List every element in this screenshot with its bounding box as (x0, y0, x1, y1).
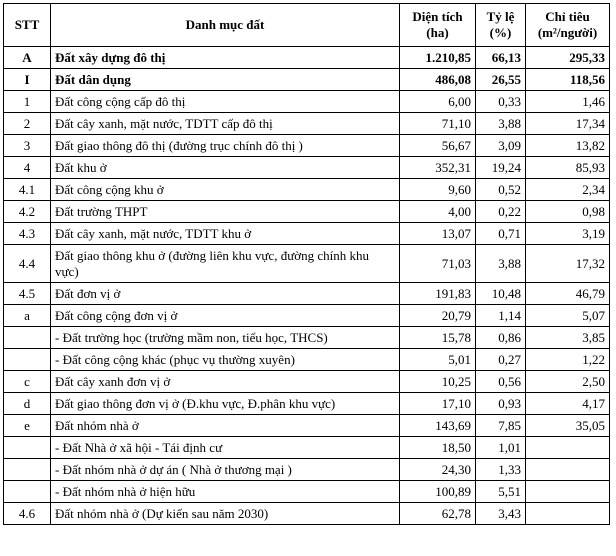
row-ratio: 1,14 (476, 305, 526, 327)
row-stt: 4.4 (4, 245, 51, 283)
table-row (4, 135, 610, 157)
table-row (4, 327, 610, 349)
row-category: Đất khu ở (51, 157, 400, 179)
row-category: Đất trường THPT (51, 201, 400, 223)
header-row (4, 4, 610, 47)
row-stt: 4 (4, 157, 51, 179)
row-category: Đất giao thông đơn vị ở (Đ.khu vực, Đ.phân khu vực) (51, 393, 400, 415)
row-stt: 4.1 (4, 179, 51, 201)
row-area: 143,69 (400, 415, 476, 437)
row-stt: c (4, 371, 51, 393)
table-row (4, 283, 610, 305)
row-category: Đất cây xanh đơn vị ở (51, 371, 400, 393)
row-area: 191,83 (400, 283, 476, 305)
row-stt (4, 481, 51, 503)
row-ratio: 5,51 (476, 481, 526, 503)
row-index: 85,93 (526, 157, 610, 179)
row-ratio: 0,86 (476, 327, 526, 349)
row-index (526, 459, 610, 481)
row-index: 295,33 (526, 47, 610, 69)
table-row (4, 201, 610, 223)
row-area: 24,30 (400, 459, 476, 481)
row-ratio: 19,24 (476, 157, 526, 179)
row-area: 15,78 (400, 327, 476, 349)
row-ratio: 3,88 (476, 245, 526, 283)
row-area: 4,00 (400, 201, 476, 223)
row-category: Đất công cộng khu ở (51, 179, 400, 201)
row-ratio: 3,88 (476, 113, 526, 135)
row-index: 35,05 (526, 415, 610, 437)
row-index (526, 503, 610, 525)
row-index (526, 437, 610, 459)
row-area: 10,25 (400, 371, 476, 393)
row-category: Đất cây xanh, mặt nước, TDTT cấp đô thị (51, 113, 400, 135)
table-body (4, 47, 610, 525)
row-index: 0,98 (526, 201, 610, 223)
row-index: 13,82 (526, 135, 610, 157)
row-ratio: 26,55 (476, 69, 526, 91)
table-row (4, 437, 610, 459)
row-stt (4, 459, 51, 481)
row-category: Đất công cộng cấp đô thị (51, 91, 400, 113)
row-stt: 4.2 (4, 201, 51, 223)
row-category: - Đất công cộng khác (phục vụ thường xuyên) (51, 349, 400, 371)
header-stt: STT (4, 4, 51, 47)
row-area: 18,50 (400, 437, 476, 459)
row-index: 5,07 (526, 305, 610, 327)
row-stt: 4.5 (4, 283, 51, 305)
land-use-table (3, 3, 610, 525)
row-stt (4, 327, 51, 349)
row-ratio: 3,43 (476, 503, 526, 525)
row-ratio: 7,85 (476, 415, 526, 437)
row-category: - Đất nhóm nhà ở hiện hữu (51, 481, 400, 503)
row-ratio: 0,22 (476, 201, 526, 223)
row-area: 20,79 (400, 305, 476, 327)
row-area: 62,78 (400, 503, 476, 525)
row-stt: I (4, 69, 51, 91)
row-area: 9,60 (400, 179, 476, 201)
row-area: 100,89 (400, 481, 476, 503)
row-category: Đất dân dụng (51, 69, 400, 91)
row-stt: d (4, 393, 51, 415)
row-ratio: 3,09 (476, 135, 526, 157)
row-category: Đất nhóm nhà ở (Dự kiến sau năm 2030) (51, 503, 400, 525)
table-row (4, 459, 610, 481)
row-category: Đất giao thông đô thị (đường trục chính đô thị ) (51, 135, 400, 157)
row-area: 71,10 (400, 113, 476, 135)
row-ratio: 1,01 (476, 437, 526, 459)
row-area: 17,10 (400, 393, 476, 415)
row-index: 17,32 (526, 245, 610, 283)
row-stt (4, 437, 51, 459)
row-ratio: 0,52 (476, 179, 526, 201)
table-row (4, 245, 610, 283)
row-category: Đất công cộng đơn vị ở (51, 305, 400, 327)
row-category: Đất đơn vị ở (51, 283, 400, 305)
row-stt: e (4, 415, 51, 437)
row-ratio: 0,27 (476, 349, 526, 371)
row-index: 1,46 (526, 91, 610, 113)
table-row (4, 91, 610, 113)
row-ratio: 1,33 (476, 459, 526, 481)
row-area: 5,01 (400, 349, 476, 371)
row-area: 6,00 (400, 91, 476, 113)
row-category: Đất giao thông khu ở (đường liên khu vực, đường chính khu vực) (51, 245, 400, 283)
row-area: 486,08 (400, 69, 476, 91)
row-index: 2,34 (526, 179, 610, 201)
row-ratio: 0,93 (476, 393, 526, 415)
row-stt: 4.6 (4, 503, 51, 525)
header-category: Danh mục đất (51, 4, 400, 47)
row-index: 17,34 (526, 113, 610, 135)
row-area: 352,31 (400, 157, 476, 179)
table-row (4, 179, 610, 201)
row-stt: 3 (4, 135, 51, 157)
row-index (526, 481, 610, 503)
row-ratio: 0,56 (476, 371, 526, 393)
row-index: 118,56 (526, 69, 610, 91)
row-area: 1.210,85 (400, 47, 476, 69)
row-area: 56,67 (400, 135, 476, 157)
row-ratio: 66,13 (476, 47, 526, 69)
row-category: - Đất trường học (trường mầm non, tiểu học, THCS) (51, 327, 400, 349)
row-stt (4, 349, 51, 371)
table-row (4, 157, 610, 179)
row-category: - Đất nhóm nhà ở dự án ( Nhà ở thương mại ) (51, 459, 400, 481)
row-area: 71,03 (400, 245, 476, 283)
row-ratio: 0,33 (476, 91, 526, 113)
row-index: 3,19 (526, 223, 610, 245)
row-index: 2,50 (526, 371, 610, 393)
row-ratio: 10,48 (476, 283, 526, 305)
header-index: Chỉ tiêu (m²/người) (526, 4, 610, 47)
header-area: Diện tích (ha) (400, 4, 476, 47)
row-category: Đất xây dựng đô thị (51, 47, 400, 69)
row-category: Đất nhóm nhà ở (51, 415, 400, 437)
row-stt: a (4, 305, 51, 327)
table-row (4, 69, 610, 91)
row-category: Đất cây xanh, mặt nước, TDTT khu ở (51, 223, 400, 245)
row-category: - Đất Nhà ở xã hội - Tái định cư (51, 437, 400, 459)
table-row (4, 503, 610, 525)
row-ratio: 0,71 (476, 223, 526, 245)
table-row (4, 371, 610, 393)
table-row (4, 305, 610, 327)
table-row (4, 113, 610, 135)
table-row (4, 415, 610, 437)
row-index: 1,22 (526, 349, 610, 371)
row-area: 13,07 (400, 223, 476, 245)
row-stt: 4.3 (4, 223, 51, 245)
row-index: 3,85 (526, 327, 610, 349)
table-row (4, 481, 610, 503)
row-index: 4,17 (526, 393, 610, 415)
row-stt: 2 (4, 113, 51, 135)
row-stt: A (4, 47, 51, 69)
table-row (4, 393, 610, 415)
table-row (4, 349, 610, 371)
header-ratio: Tỷ lệ (%) (476, 4, 526, 47)
row-index: 46,79 (526, 283, 610, 305)
table-row (4, 223, 610, 245)
row-stt: 1 (4, 91, 51, 113)
table-row (4, 47, 610, 69)
